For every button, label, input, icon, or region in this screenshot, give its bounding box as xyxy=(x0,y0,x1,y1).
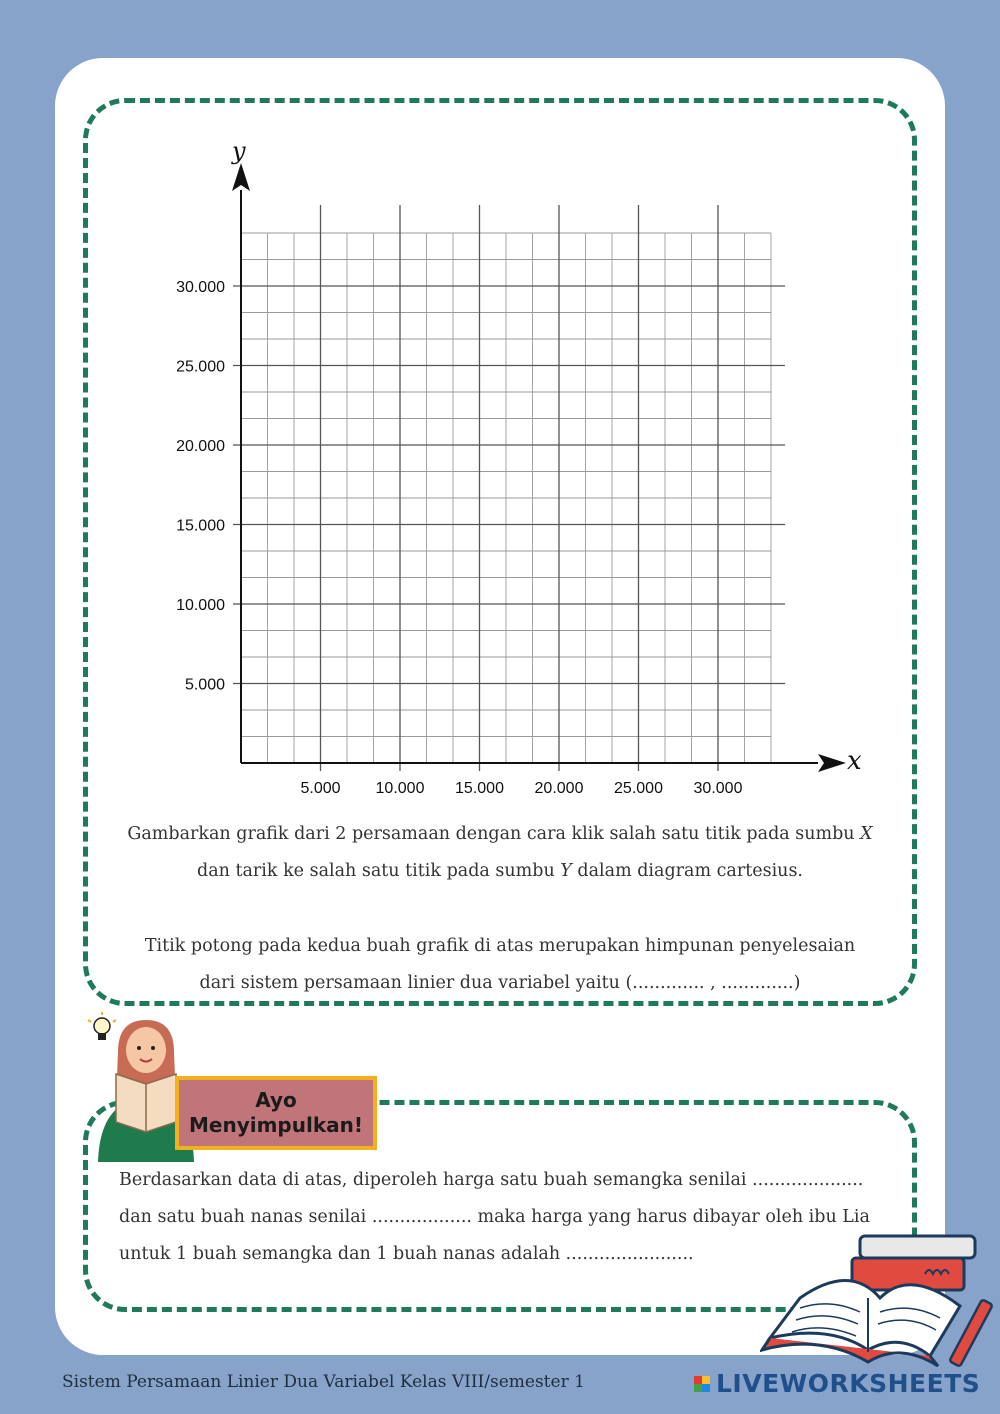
axes xyxy=(232,163,846,772)
books-illustration xyxy=(760,1228,1000,1378)
instruction-line-2: dan tarik ke salah satu titik pada sumbu 𝑌 dalam diagram cartesius. xyxy=(197,861,803,881)
question-line-1: Titik potong pada kedua buah grafik di atas merupakan himpunan penyelesaian xyxy=(144,936,856,956)
y-tick-label: 10.000 xyxy=(176,597,225,614)
y-tick-label: 5.000 xyxy=(184,676,225,694)
x-tick-label: 30.000 xyxy=(693,780,743,795)
lightbulb-icon xyxy=(88,1012,116,1040)
x-tick-label: 20.000 xyxy=(534,780,584,795)
instruction-line-1: Gambarkan grafik dari 2 persamaan dengan cara klik salah satu titik pada sumbu 𝑋 xyxy=(127,824,873,844)
y-tick-label: 30.000 xyxy=(176,279,225,296)
y-axis-arrow xyxy=(232,163,250,191)
liveworksheets-brand[interactable]: LIVEWORKSHEETS xyxy=(716,1369,981,1398)
x-tick-label: 5.000 xyxy=(300,780,341,795)
conclusion-line-2: dan satu buah nanas senilai .................. maka harga yang harus dibayar oleh ibu Lia xyxy=(119,1207,870,1227)
graph-instructions xyxy=(95,816,905,890)
cartesian-chart[interactable] xyxy=(150,135,870,795)
conclusion-line-1: Berdasarkan data di atas, diperoleh harga satu buah semangka senilai .................... xyxy=(119,1170,864,1190)
y-tick-labels xyxy=(176,279,225,694)
x-axis-label: x xyxy=(847,746,862,776)
question-line-2: dari sistem persamaan linier dua variabel yaitu (............. , .............) xyxy=(199,973,801,993)
liveworksheets-logo-icon xyxy=(694,1376,710,1392)
footer-title: Sistem Persamaan Linier Dua Variabel Kelas VIII/semester 1 xyxy=(62,1372,585,1392)
intersection-question xyxy=(95,928,905,1002)
x-tick-label: 15.000 xyxy=(455,780,504,795)
x-axis-arrow xyxy=(818,754,846,772)
conclusion-line-3: untuk 1 buah semangka dan 1 buah nanas adalah ....................... xyxy=(119,1244,694,1264)
y-tick-label: 20.000 xyxy=(176,438,225,455)
y-tick-label: 25.000 xyxy=(176,358,225,376)
major-grid xyxy=(233,205,785,771)
banner-line-2: Menyimpulkan! xyxy=(188,1113,363,1137)
banner-line-1: Ayo xyxy=(255,1088,297,1112)
y-tick-label: 15.000 xyxy=(176,517,225,535)
x-tick-label: 10.000 xyxy=(375,780,425,795)
ayo-menyimpulkan-banner xyxy=(175,1076,377,1150)
x-tick-label: 25.000 xyxy=(614,780,663,795)
x-tick-labels xyxy=(300,780,742,795)
y-axis-label: y xyxy=(232,137,246,165)
